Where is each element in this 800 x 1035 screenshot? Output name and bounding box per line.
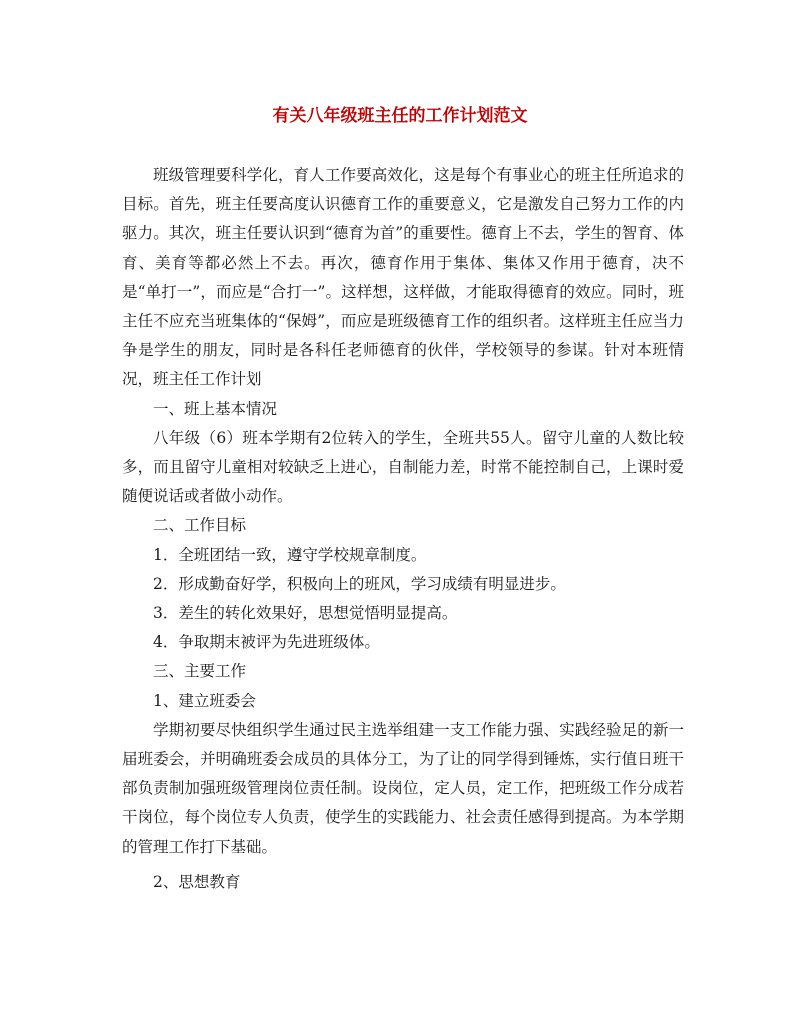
goal-item-2: 2．形成勤奋好学，积极向上的班风，学习成绩有明显进步。 bbox=[153, 574, 566, 593]
document-title: 有关八年级班主任的工作计划范文 bbox=[272, 106, 528, 126]
class-committee-paragraph: 学期初要尽快组织学生通过民主选举组建一支工作能力强、实践经验足的新一届班委会，并明确班委会成员的具体分工，为了让的同学得到锤炼，实行值日班干部负责制加强班级管理岗位责任制。设岗位，定人员，定工作，把班级工作分成若干岗位，每个岗位专人负责，使学生的实践能力、社会责任感得到提高。为本学期的管理工作打下基础。 bbox=[122, 720, 684, 856]
intro-paragraph: 班级管理要科学化，育人工作要高效化，这是每个有事业心的班主任所追求的目标。首先，班主任要高度认识德育工作的重要意义，它是激发自己努力工作的内驱力。其次，班主任要认识到“德育为首”的重要性。德育上不去，学生的智育、体育、美育等都必然上不去。再次，德育作用于集体、集体又作用于德育，决不是“单打一”，而应是“合打一”。这样想，这样做，才能取得德育的效应。同时，班主任不应充当班集体的“保姆”，而应是班级德育工作的组织者。这样班主任应当力争是学生的朋友，同时是各科任老师德育的伙伴，学校领导的参谋。针对本班情况，班主任工作计划 bbox=[122, 166, 684, 389]
section-heading-main-work: 三、主要工作 bbox=[153, 662, 247, 681]
goal-item-1: 1．全班团结一致，遵守学校规章制度。 bbox=[153, 545, 427, 564]
section-heading-basic-situation: 一、班上基本情况 bbox=[153, 399, 278, 418]
goal-item-3: 3．差生的转化效果好，思想觉悟明显提高。 bbox=[153, 604, 458, 623]
subsection-heading-class-committee: 1、建立班委会 bbox=[153, 691, 256, 710]
document-body bbox=[122, 161, 684, 897]
goal-item-4: 4．争取期末被评为先进班级体。 bbox=[153, 633, 380, 652]
basic-situation-paragraph: 八年级（6）班本学期有2位转入的学生，全班共55人。留守儿童的人数比较多，而且留守儿童相对较缺乏上进心，自制能力差，时常不能控制自己，上课时爱随便说话或者做小动作。 bbox=[122, 428, 684, 506]
section-heading-work-goals: 二、工作目标 bbox=[153, 516, 247, 535]
subsection-heading-ideological-education: 2、思想教育 bbox=[153, 872, 241, 891]
